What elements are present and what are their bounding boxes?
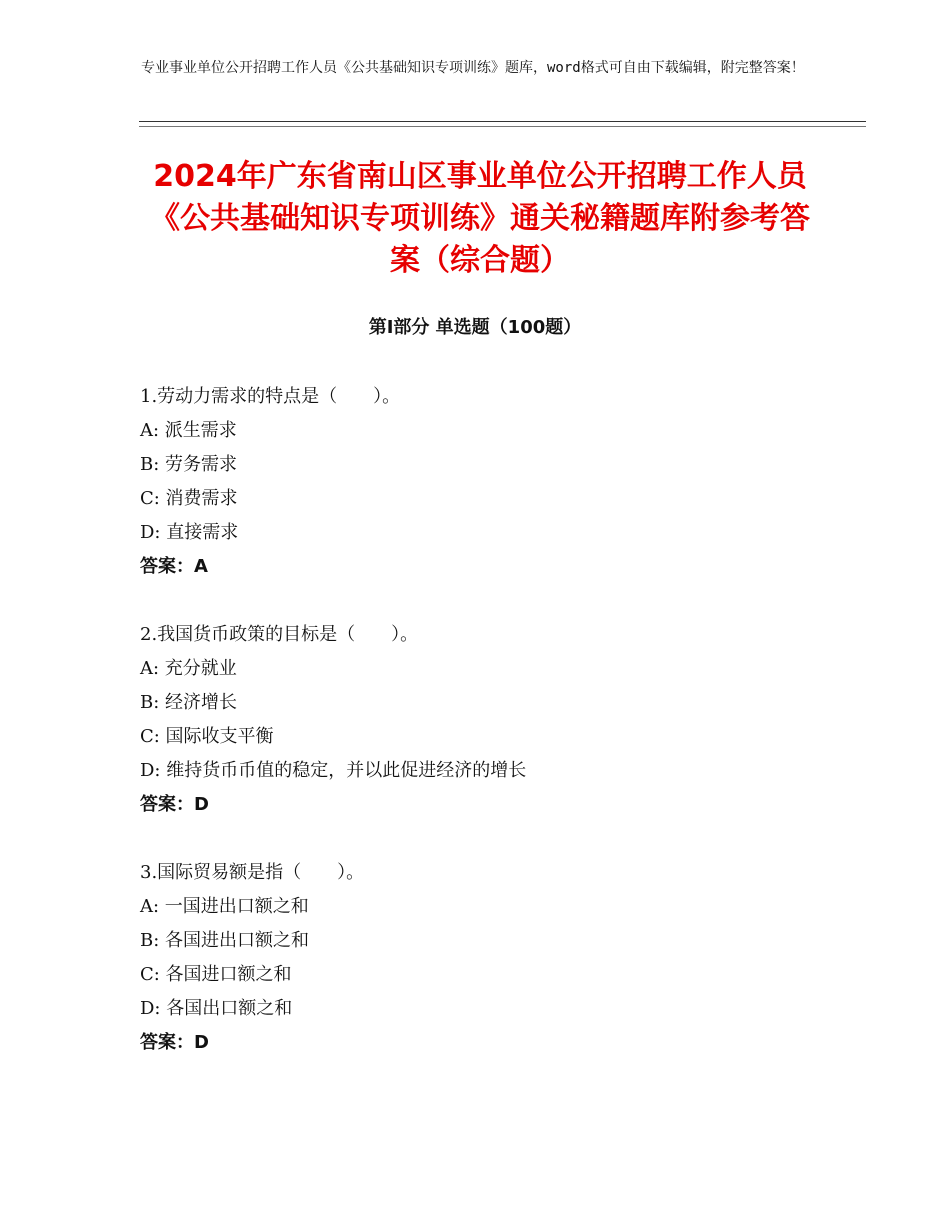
- question-2: [140, 618, 840, 822]
- option-d: D: 直接需求: [140, 522, 239, 543]
- question-3: [140, 856, 840, 1060]
- option-a: A: 充分就业: [140, 658, 237, 679]
- header-note: 专业事业单位公开招聘工作人员《公共基础知识专项训练》题库，word格式可自由下载编辑，附完整答案！: [141, 60, 805, 76]
- option-a: A: 派生需求: [140, 420, 237, 441]
- answer-line: 答案：A: [140, 556, 208, 577]
- header-divider: [139, 121, 866, 122]
- option-c: C: 各国进口额之和: [140, 964, 292, 985]
- question-1: [140, 380, 840, 584]
- option-d: D: 各国出口额之和: [140, 998, 293, 1019]
- document-title: 2024年广东省南山区事业单位公开招聘工作人员《公共基础知识专项训练》通关秘籍题库附参考答案（综合题）: [150, 159, 810, 278]
- question-stem: 1.劳动力需求的特点是（ ）。: [140, 386, 401, 407]
- question-list: [140, 380, 840, 1094]
- question-stem: 3.国际贸易额是指（ ）。: [140, 862, 365, 883]
- header-divider-secondary: [139, 126, 866, 127]
- answer-line: 答案：D: [140, 794, 209, 815]
- option-b: B: 各国进出口额之和: [140, 930, 310, 951]
- option-a: A: 一国进出口额之和: [140, 896, 309, 917]
- answer-line: 答案：D: [140, 1032, 209, 1053]
- option-d: D: 维持货币币值的稳定，并以此促进经济的增长: [140, 760, 527, 781]
- option-c: C: 国际收支平衡: [140, 726, 274, 747]
- option-c: C: 消费需求: [140, 488, 238, 509]
- question-stem: 2.我国货币政策的目标是（ ）。: [140, 624, 419, 645]
- section-title: 第I部分 单选题（100题）: [368, 317, 582, 338]
- option-b: B: 经济增长: [140, 692, 238, 713]
- option-b: B: 劳务需求: [140, 454, 238, 475]
